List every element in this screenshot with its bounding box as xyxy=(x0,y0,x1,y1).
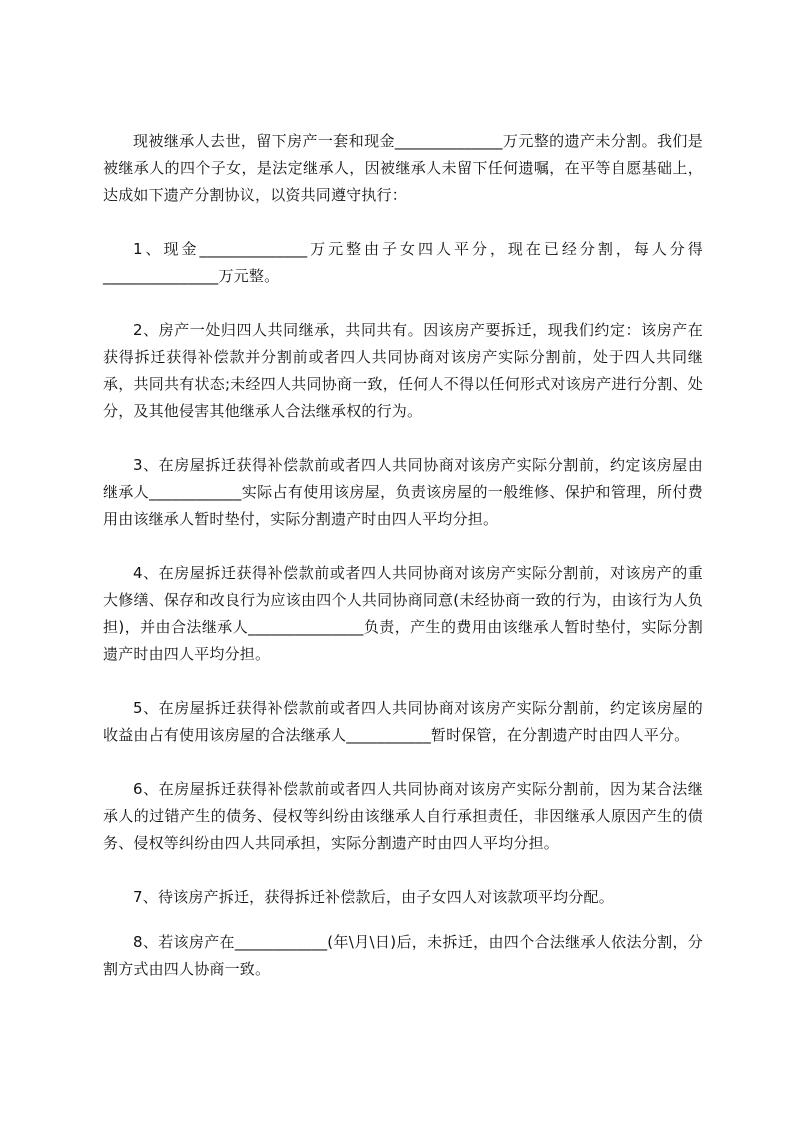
clause-4-repairs: 4、在房屋拆迁获得补偿款前或者四人共同协商对该房产实际分割前，对该房产的重大修缮、保存和改良行为应该由四个人共同协商同意(未经协商一致的行为，由该行为人负担)，并由合法继承人_______________负责，产生的费用由该继承人暂时垫付，实际分割遗产时由四人平均分担。 xyxy=(103,564,703,663)
clause-7-compensation: 7、待该房产拆迁，获得拆迁补偿款后，由子女四人对该款项平均分配。 xyxy=(133,888,614,906)
clause-1-cash-division: 1、现金______________万元整由子女四人平分，现在已经分割，每人分得_______________万元整。 xyxy=(103,240,703,285)
clause-5-income: 5、在房屋拆迁获得补偿款前或者四人共同协商对该房产实际分割前，约定该房屋的收益由占有使用该房屋的合法继承人___________暂时保管，在分割遗产时由四人平分。 xyxy=(103,699,703,744)
clause-6-debts: 6、在房屋拆迁获得补偿款前或者四人共同协商对该房产实际分割前，因为某合法继承人的过错产生的债务、侵权等纠纷由该继承人自行承担责任，非因继承人原因产生的债务、侵权等纠纷由四人共同承担，实际分割遗产时由四人平均分担。 xyxy=(103,780,703,852)
intro-paragraph: 现被继承人去世，留下房产一套和现金______________万元整的遗产未分割。我们是被继承人的四个子女，是法定继承人，因被继承人未留下任何遗嘱，在平等自愿基础上，达成如下遗产分割协议，以资共同遵守执行： xyxy=(103,132,703,204)
clause-8-deadline: 8、若该房产在____________(年\月\日)后，未拆迁，由四个合法继承人依法分割，分割方式由四人协商一致。 xyxy=(103,933,703,978)
clause-3-occupancy: 3、在房屋拆迁获得补偿款前或者四人共同协商对该房产实际分割前，约定该房屋由继承人____________实际占有使用该房屋，负责该房屋的一般维修、保护和管理，所付费用由该继承人暂时垫付，实际分割遗产时由四人平均分担。 xyxy=(103,456,703,528)
agreement-body xyxy=(103,128,703,1010)
clause-2-joint-ownership: 2、房产一处归四人共同继承，共同共有。因该房产要拆迁，现我们约定：该房产在获得拆迁获得补偿款并分割前或者四人共同协商对该房产实际分割前，处于四人共同继承，共同共有状态;未经四人共同协商一致，任何人不得以任何形式对该房产进行分割、处分，及其他侵害其他继承人合法继承权的行为。 xyxy=(103,321,703,420)
